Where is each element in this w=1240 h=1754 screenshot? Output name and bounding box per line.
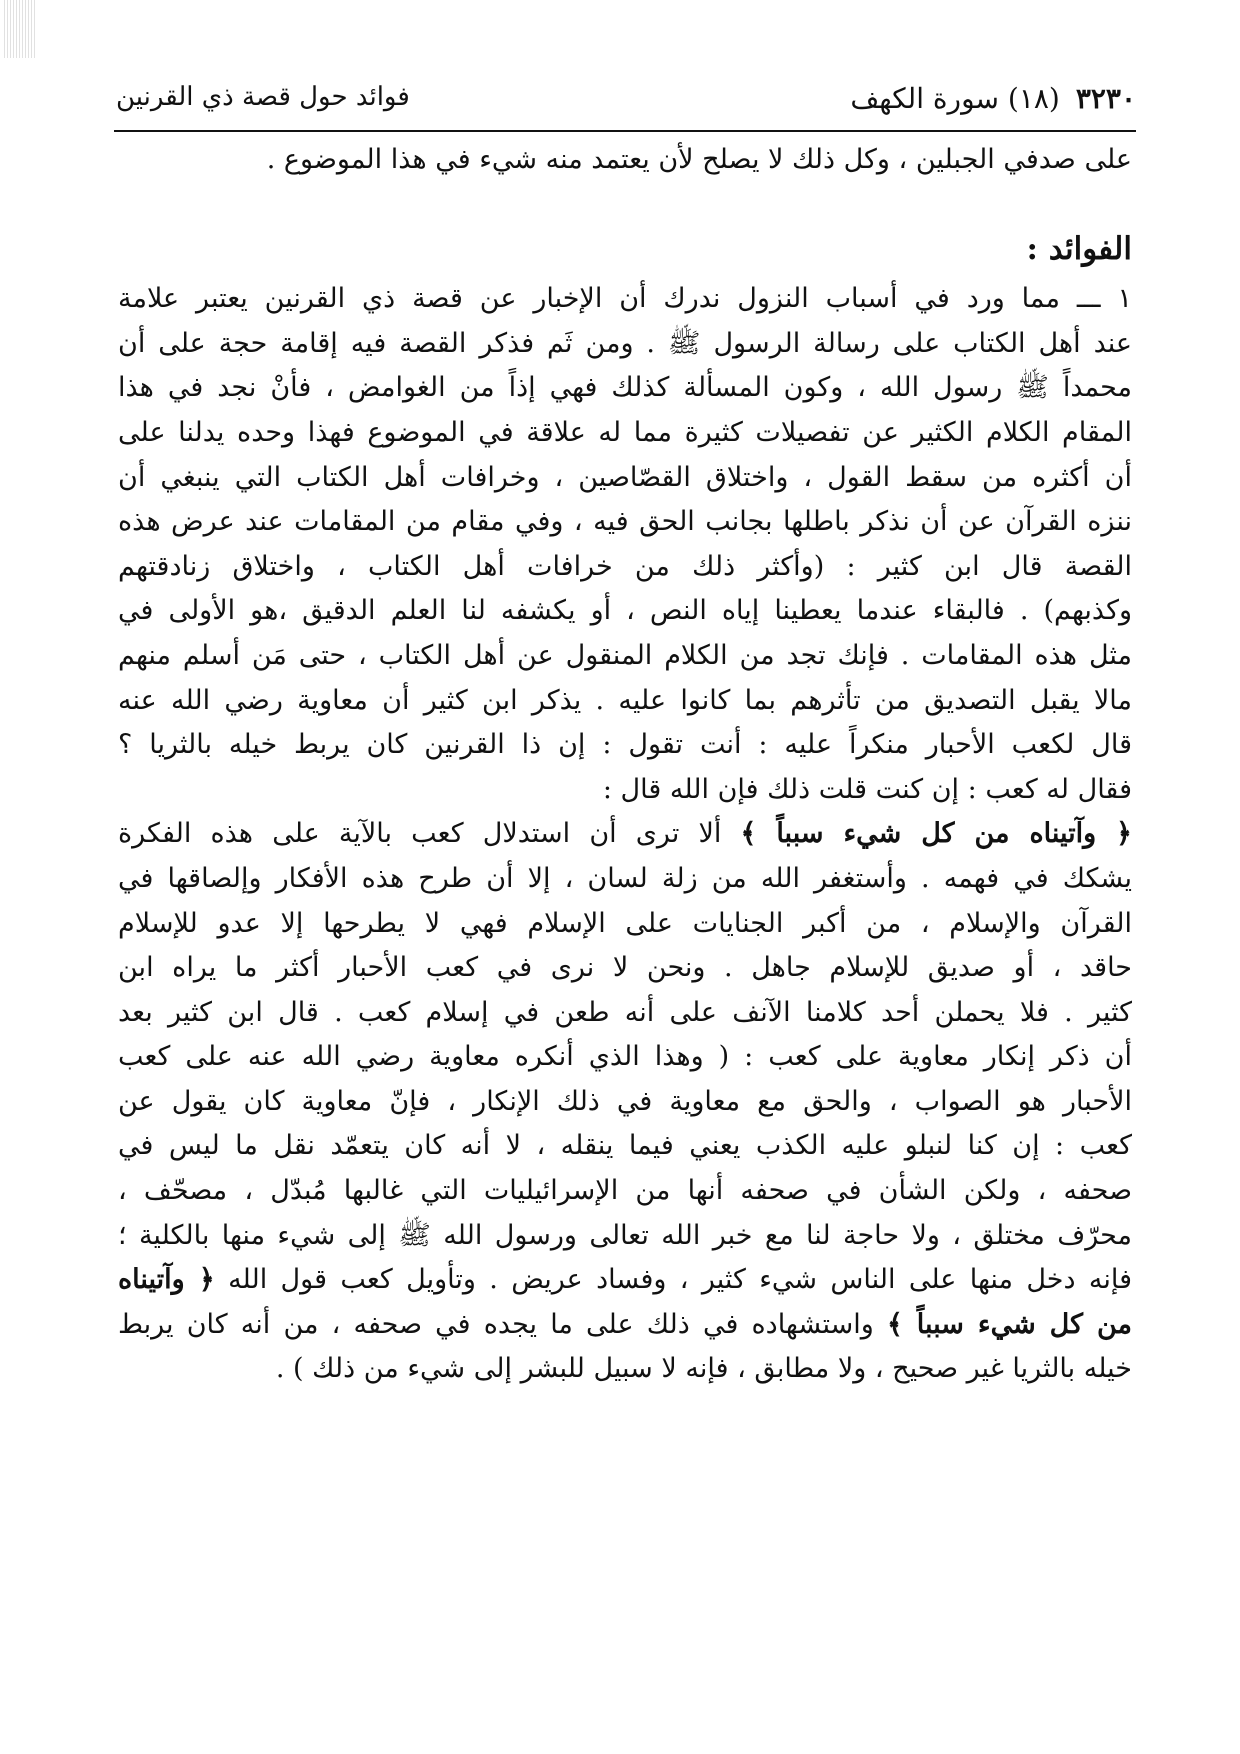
paragraph-line: القرآن والإسلام ، من أكبر الجنايات على الإسلام فهي لا يطرحها إلا عدو للإسلام bbox=[118, 907, 1132, 939]
intro-line: على صدفي الجبلين ، وكل ذلك لا يصلح لأن يعتمد منه شيء في هذا الموضوع . bbox=[266, 144, 1132, 175]
paragraph-line: حاقد ، أو صديق للإسلام جاهل . ونحن لا نرى في كعب الأحبار أكثر ما يراه ابن bbox=[118, 952, 1132, 984]
paragraph-2 bbox=[118, 812, 1132, 1392]
paragraph-line: وكذبهم) . فالبقاء عندما يعطينا إياه النص ، أو يكشفه لنا العلم الدقيق ،هو الأولى في bbox=[118, 595, 1132, 627]
text-run: فإنه دخل منها على الناس شيء كثير ، وفساد عريض . وتأويل كعب قول الله bbox=[214, 1264, 1132, 1296]
header-right bbox=[850, 82, 1136, 115]
scan-artifact bbox=[4, 0, 36, 58]
paragraph-line: فقال له كعب : إن كنت قلت ذلك فإن الله قال : bbox=[602, 773, 1132, 805]
paragraph-line: الأحبار هو الصواب ، والحق مع معاوية في ذلك الإنكار ، فإنّ معاوية كان يقول عن bbox=[118, 1085, 1132, 1117]
paragraph-line bbox=[118, 812, 1132, 857]
paragraph-line: مثل هذه المقامات . فإنك تجد من الكلام المنقول عن أهل الكتاب ، حتى مَن أسلم منهم bbox=[118, 639, 1132, 671]
paragraph-line: ننزه القرآن عن أن نذكر باطلها بجانب الحق فيه ، وفي مقام من المقامات عند عرض هذه bbox=[118, 506, 1132, 538]
paragraph-line: يشكك في فهمه . وأستغفر الله من زلة لسان ، إلا أن طرح هذه الأفكار وإلصاقها في bbox=[118, 862, 1132, 894]
paragraph-1 bbox=[118, 277, 1132, 812]
paragraph-line: محرّف مختلق ، ولا حاجة لنا مع خبر الله تعالى ورسول الله ﷺ إلى شيء منها بالكلية ؛ bbox=[118, 1219, 1132, 1251]
page-number: ٣٢٣٠ bbox=[1075, 82, 1136, 115]
paragraph-line: عند أهل الكتاب على رسالة الرسول ﷺ . ومن ثَم فذكر القصة فيه إقامة حجة على أن bbox=[118, 327, 1132, 359]
paragraph-line: المقام الكلام الكثير عن تفصيلات كثيرة مما له علاقة في الموضوع فهذا وحده يدلنا على bbox=[118, 416, 1132, 448]
quran-quote: ﴿ وآتيناه bbox=[118, 1264, 215, 1296]
paragraph-line bbox=[118, 1303, 1132, 1348]
section-heading: الفوائد : bbox=[1026, 230, 1132, 267]
paragraph-line: القصة قال ابن كثير : (وأكثر ذلك من خرافات أهل الكتاب ، واختلاق زنادقتهم bbox=[118, 550, 1132, 582]
paragraph-line: ١ ـــ مما ورد في أسباب النزول ندرك أن الإخبار عن قصة ذي القرنين يعتبر علامة bbox=[118, 283, 1132, 315]
header-rule bbox=[114, 130, 1136, 132]
paragraph-line: أن أكثره من سقط القول ، واختلاق القصّاصين ، وخرافات أهل الكتاب التي ينبغي أن bbox=[118, 461, 1132, 493]
paragraph-line: صحفه ، ولكن الشأن في صحفه أنها من الإسرائيليات التي غالبها مُبدّل ، مصحّف ، bbox=[118, 1175, 1132, 1207]
surah-name: (١٨) سورة الكهف bbox=[850, 82, 1060, 115]
quran-quote: ﴿ وآتيناه من كل شيء سبباً ﴾ bbox=[740, 818, 1132, 850]
paragraph-line bbox=[118, 1258, 1132, 1303]
paragraph-line: كعب : إن كنا لنبلو عليه الكذب يعني فيما ينقله ، لا أنه كان يتعمّد نقل ما ليس في bbox=[118, 1130, 1132, 1162]
paragraph-line: قال لكعب الأحبار منكراً عليه : أنت تقول : إن ذا القرنين كان يربط خيله بالثريا ؟ bbox=[118, 729, 1132, 761]
running-header bbox=[116, 78, 1136, 128]
section-title: فوائد حول قصة ذي القرنين bbox=[116, 82, 410, 112]
text-run: واستشهاده في ذلك على ما يجده في صحفه ، من أنه كان يربط bbox=[118, 1308, 887, 1340]
paragraph-line: أن ذكر إنكار معاوية على كعب : ( وهذا الذي أنكره معاوية رضي الله عنه على كعب bbox=[118, 1041, 1132, 1073]
page-body bbox=[118, 138, 1132, 1392]
paragraph-line: محمداً ﷺ رسول الله ، وكون المسألة كذلك فهي إذاً من الغوامض ، فأنْ نجد في هذا bbox=[118, 372, 1132, 404]
text-run: ألا ترى أن استدلال كعب بالآية على هذه الفكرة bbox=[118, 818, 741, 850]
spacer bbox=[118, 183, 1132, 227]
paragraph-line: كثير . فلا يحملن أحد كلامنا الآنف على أنه طعن في إسلام كعب . قال ابن كثير بعد bbox=[118, 996, 1132, 1028]
quran-quote: من كل شيء سبباً ﴾ bbox=[886, 1308, 1132, 1340]
paragraph-line: مالا يقبل التصديق من تأثرهم بما كانوا عليه . يذكر ابن كثير أن معاوية رضي الله عنه bbox=[118, 684, 1132, 716]
paragraph-line: خيله بالثريا غير صحيح ، ولا مطابق ، فإنه لا سبيل للبشر إلى شيء من ذلك ) . bbox=[275, 1353, 1132, 1385]
